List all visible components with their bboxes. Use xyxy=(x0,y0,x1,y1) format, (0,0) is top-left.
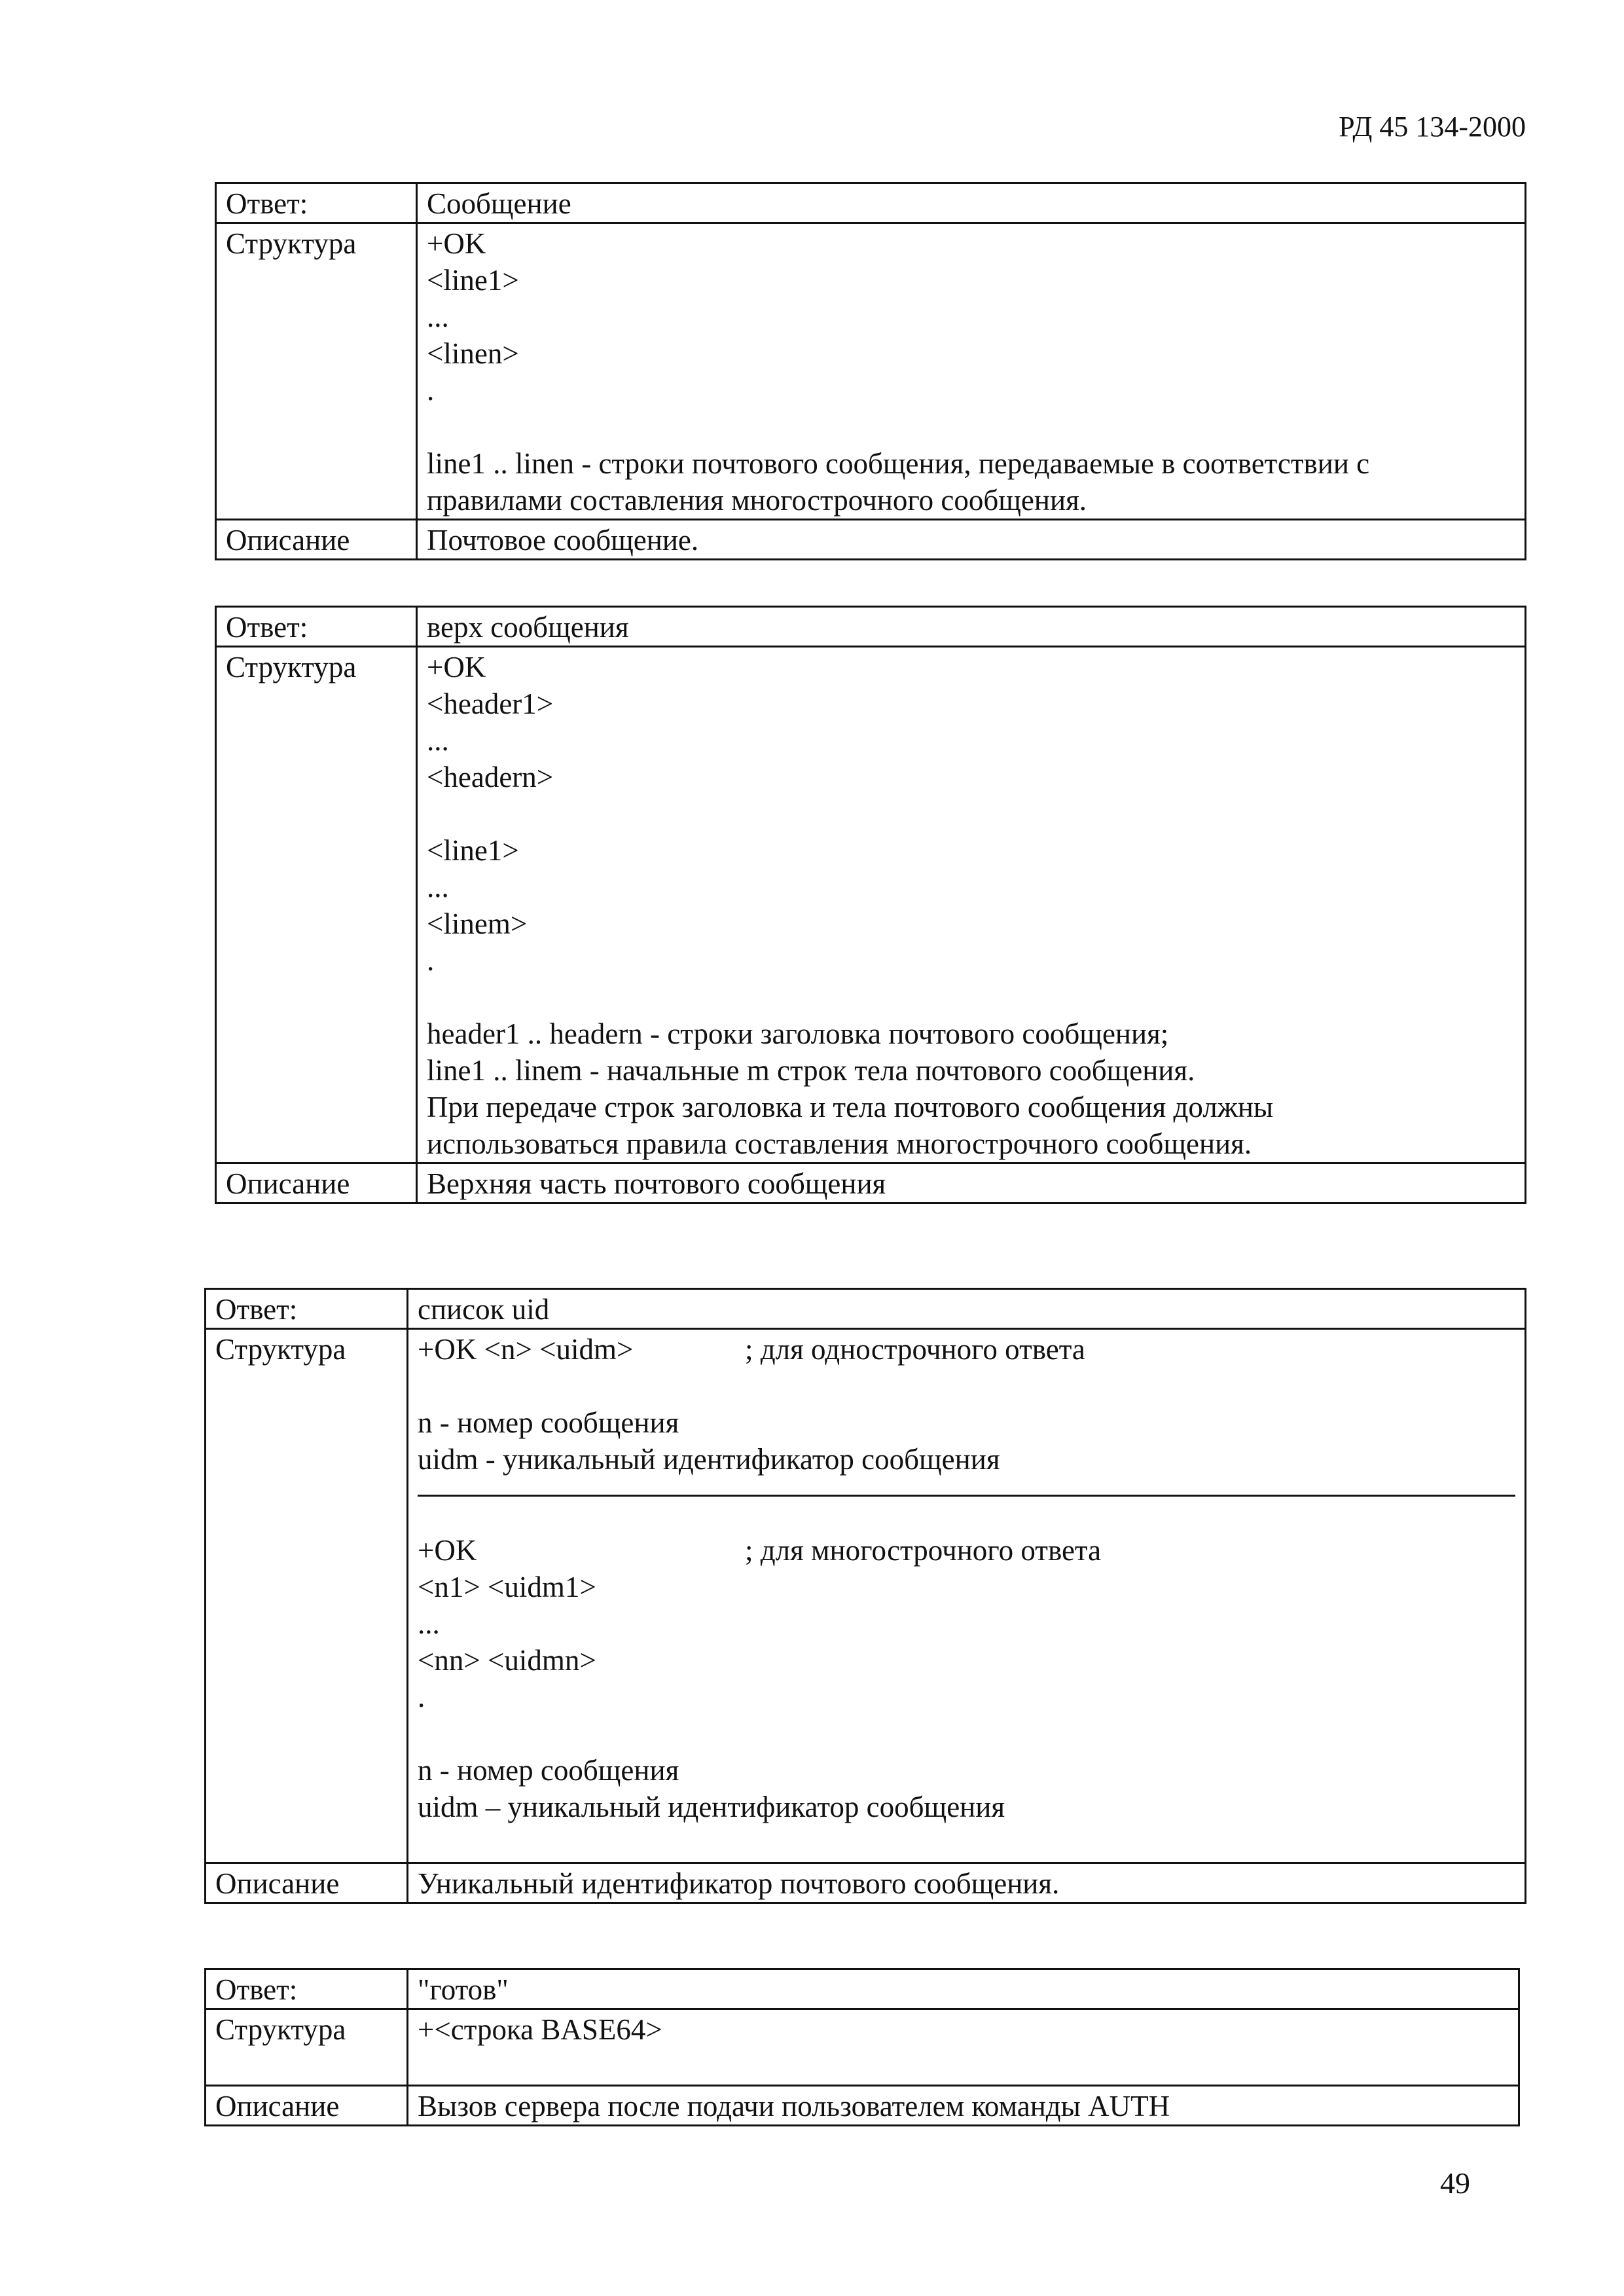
response-table-top xyxy=(215,606,1526,1204)
note-line: n - номер сообщения xyxy=(418,1754,679,1787)
note-line: правилами составления многострочного сообщения. xyxy=(427,484,1087,517)
answer-value: "готов" xyxy=(408,1969,1519,2009)
note-line: line1 .. linen - строки почтового сообщения, передаваемые в соответствии с xyxy=(427,447,1370,480)
description-value: Почтовое сообщение. xyxy=(417,520,1526,560)
answer-value: верх сообщения xyxy=(417,607,1526,647)
description-value: Уникальный идентификатор почтового сообщения. xyxy=(408,1863,1526,1903)
structure-line: ... xyxy=(418,1607,440,1640)
description-label: Описание xyxy=(206,1863,408,1903)
separator-line xyxy=(418,1495,1515,1497)
structure-cell xyxy=(408,2009,1519,2086)
response-table-uid-list xyxy=(204,1288,1526,1904)
structure-line: <line1> xyxy=(427,834,519,867)
structure-line: <n1> <uidm1> xyxy=(418,1571,596,1603)
document-code: РД 45 134-2000 xyxy=(1339,111,1526,143)
note-line: uidm – уникальный идентификатор сообщения xyxy=(418,1791,1005,1823)
structure-line: . xyxy=(427,944,435,977)
note-line: При передаче строк заголовка и тела почтового сообщения должны xyxy=(427,1091,1274,1123)
answer-label: Ответ: xyxy=(206,1289,408,1329)
structure-line: ... xyxy=(427,301,449,333)
structure-line: <linem> xyxy=(427,907,528,940)
note-line: line1 .. linem - начальные m строк тела почтового сообщения. xyxy=(427,1054,1195,1087)
structure-line: ... xyxy=(427,724,449,757)
note-line: header1 .. headern - строки заголовка почтового сообщения; xyxy=(427,1017,1169,1050)
structure-line: <header1> xyxy=(427,687,554,720)
structure-line: +OK xyxy=(427,651,486,683)
description-value: Вызов сервера после подачи пользователем команды AUTH xyxy=(408,2086,1519,2126)
structure-cell xyxy=(408,1329,1526,1863)
answer-label: Ответ: xyxy=(216,183,417,223)
description-label: Описание xyxy=(216,1163,417,1203)
structure-line: . xyxy=(418,1681,425,1713)
structure-line: <linen> xyxy=(427,337,519,370)
note-line: uidm - уникальный идентификатор сообщения xyxy=(418,1443,1000,1476)
note-line: n - номер сообщения xyxy=(418,1406,679,1439)
answer-label: Ответ: xyxy=(216,607,417,647)
description-label: Описание xyxy=(206,2086,408,2126)
structure-label: Структура xyxy=(206,1329,408,1863)
code-text: +OK xyxy=(418,1534,477,1567)
code-text: +OK <n> <uidm> xyxy=(418,1333,634,1366)
structure-line: +<строка BASE64> xyxy=(418,2013,662,2046)
description-value: Верхняя часть почтового сообщения xyxy=(417,1163,1526,1203)
answer-value: Сообщение xyxy=(417,183,1526,223)
page-number: 49 xyxy=(1440,2166,1470,2200)
structure-cell xyxy=(417,223,1526,520)
structure-cell xyxy=(417,647,1526,1163)
structure-label: Структура xyxy=(206,2009,408,2086)
structure-line: ... xyxy=(427,871,449,903)
multi-line-response xyxy=(418,1532,1515,1569)
structure-line: +OK xyxy=(427,227,486,260)
structure-line: <line1> xyxy=(427,264,519,297)
response-table-ready xyxy=(204,1968,1520,2126)
structure-line: <nn> <uidmn> xyxy=(418,1644,596,1677)
structure-line: . xyxy=(427,374,435,407)
answer-label: Ответ: xyxy=(206,1969,408,2009)
response-table-message xyxy=(215,182,1526,560)
single-line-response xyxy=(418,1331,1515,1368)
structure-label: Структура xyxy=(216,647,417,1163)
comment-text: ; для однострочного ответа xyxy=(745,1333,1085,1366)
structure-label: Структура xyxy=(216,223,417,520)
description-label: Описание xyxy=(216,520,417,560)
comment-text: ; для многострочного ответа xyxy=(745,1534,1102,1567)
answer-value: список uid xyxy=(408,1289,1526,1329)
structure-line: <headern> xyxy=(427,761,554,793)
note-line: использоваться правила составления многострочного сообщения. xyxy=(427,1127,1252,1160)
